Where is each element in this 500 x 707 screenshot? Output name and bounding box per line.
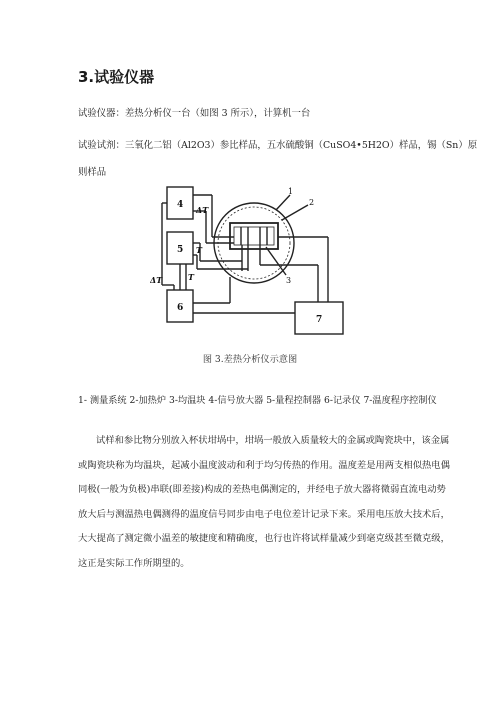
body-paragraph [78,429,450,576]
body-line: 这正是实际工作所期望的。 [78,557,190,569]
figure-caption: 图 3.差热分析仪示意图 [202,354,298,365]
instruments-paragraph: 试验仪器：差热分析仪一台（如图 3 所示），计算机一台 [78,108,311,119]
figure-legend: 1- 测量系统 2-加热炉 3-均温块 4-信号放大器 5-量程控制器 6-记录仪 7-温度程序控制仪 [78,395,437,406]
box-7-label: 7 [316,315,323,325]
dta-apparatus-diagram [150,185,360,345]
body-line: 或陶瓷块称为均温块，起减小温度波动和利于均匀传热的作用。温度差是用两支相似热电偶 [78,459,450,471]
box-5-label: 5 [177,245,184,255]
body-line: 放大后与测温热电偶测得的温度信号同步由电子电位差计记录下来。采用电压放大技术后， [78,508,450,520]
body-line: 试样和参比物分别放入杯状坩埚中，坩埚一般放入质量较大的金属或陶瓷块中，该金属 [96,435,450,446]
signal-delta-t-lower: ΔT [150,275,163,285]
box-4-label: 4 [177,200,184,210]
callout-3-label: 3 [286,276,292,285]
callout-2-label: 2 [309,198,315,207]
samples-paragraph-line-1: 试验试剂：三氧化二铝（Al2O3）参比样品，五水硫酸铜（CuSO4•5H2O）样品，锡（Sn）原 [78,140,478,151]
body-line: 大大提高了测定微小温差的敏捷度和精确度，也行也许将试样量减少到毫克级甚至微克级， [78,533,450,544]
section-heading: 3.试验仪器 [78,68,155,86]
signal-t-lower: T [188,272,194,282]
samples-paragraph-line-2: 则样品 [78,167,107,178]
callout-1-label: 1 [288,187,294,196]
box-6-label: 6 [177,303,184,313]
body-line: 同极(一般为负极)串联(即差接)构成的差热电偶测定的，并经电子放大器将微弱直流电动势 [78,484,446,495]
signal-delta-t-upper: ΔT [196,205,209,215]
signal-t-upper: T [196,245,202,255]
